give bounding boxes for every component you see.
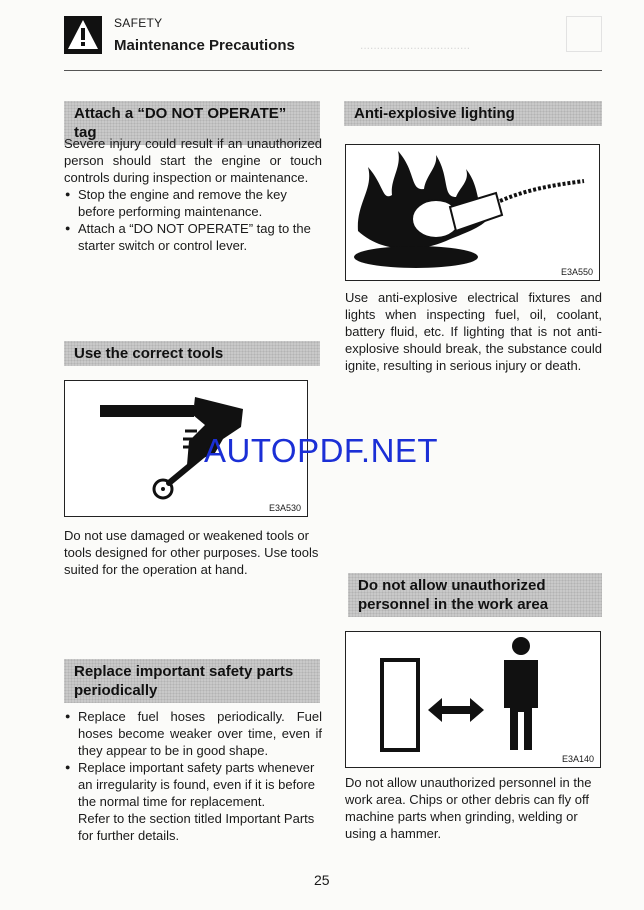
heading-anti-explosive: Anti-explosive lighting [344,101,602,126]
fire-and-lamp-illustration [346,145,599,280]
figure-code: E3A550 [560,267,593,277]
heading-unauthorized-personnel: Do not allow unauthorized personnel in the work area [348,573,602,617]
tag-section [64,135,322,254]
bleed-through-icon [566,16,602,52]
personnel-figure [345,631,601,768]
list-item: ● Attach a “DO NOT OPERATE” tag to the starter switch or control lever. [64,220,322,254]
watermark: AUTOPDF.NET [204,432,439,469]
tools-body: Do not use damaged or weakened tools or tools designed for other purposes. Use tools suited for the operation at hand. [64,528,319,577]
heading-do-not-operate: Attach a “DO NOT OPERATE” tag [64,101,320,145]
page-title: Maintenance Precautions [114,37,295,54]
header-rule [64,70,602,71]
lighting-body: Use anti-explosive electrical fixtures and lights when inspecting fuel, oil, coolant, battery fluid, etc. If lighting that is not anti-explosive should break, the substance could ignite, resulting in serious injury or death. [345,290,602,373]
heading-replace-parts: Replace important safety parts periodically [64,659,320,703]
list-item: ● Replace fuel hoses periodically. Fuel hoses become weaker over time, even if they appear to be in good shape. [64,708,322,759]
warning-triangle-icon [64,16,102,54]
section-label: SAFETY [114,16,163,30]
figure-code: E3A140 [561,754,594,764]
list-item: ● Replace important safety parts whenever an irregularity is found, even if it is before the normal time for replacement. [64,759,322,810]
personnel-body: Do not allow unauthorized personnel in the work area. Chips or other debris can fly off machine parts when grinding, welding or using a hammer. [345,775,592,841]
parts-note: Refer to the section titled Important Parts for further details. [78,811,315,843]
bleed-through-text: ................................. [360,38,471,52]
tag-intro: Severe injury could result if an unauthorized person should start the engine or touch controls during inspection or maintenance. [64,136,322,185]
figure-code: E3A530 [268,503,301,513]
list-item: ● Stop the engine and remove the key before performing maintenance. [64,186,322,220]
parts-section [64,708,322,844]
heading-correct-tools: Use the correct tools [64,341,320,366]
page-number: 25 [314,872,330,888]
lighting-figure [345,144,600,281]
keep-distance-illustration [346,632,600,767]
parts-bullets [64,708,322,810]
tag-bullets [64,186,322,254]
